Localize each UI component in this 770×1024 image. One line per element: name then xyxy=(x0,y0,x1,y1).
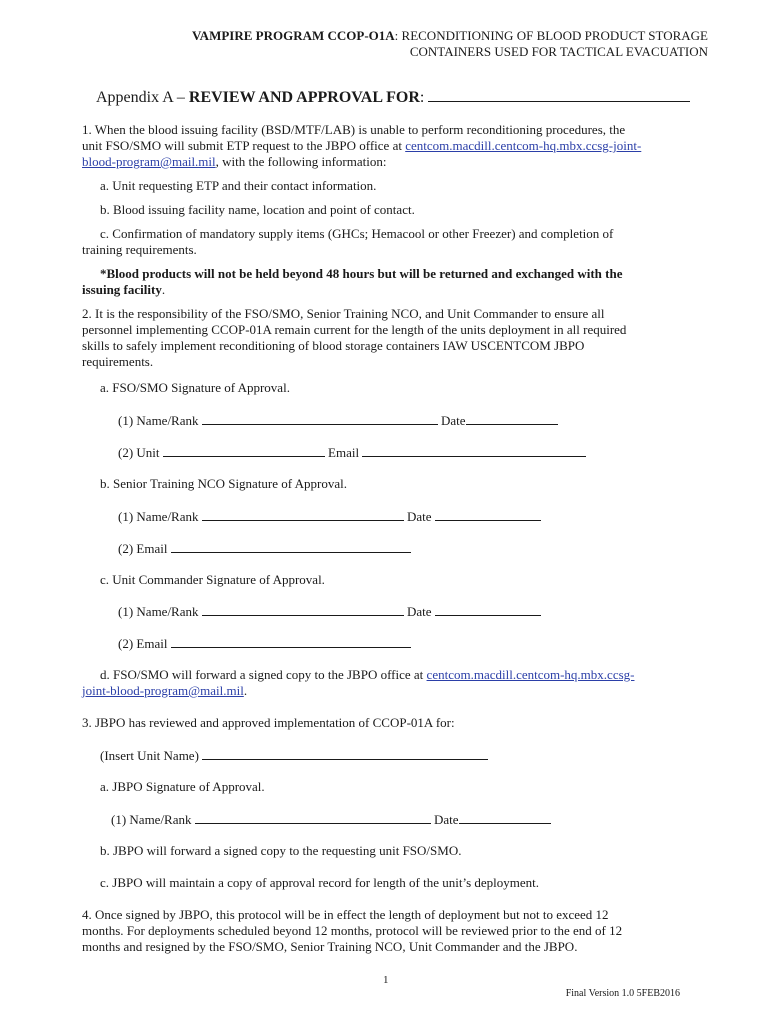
s1-note-line1: *Blood products will not be held beyond 48 hours but will be returned and exchanged with the xyxy=(100,266,623,281)
nco-email-label: (2) Email xyxy=(118,541,171,556)
version-footer: Final Version 1.0 5FEB2016 xyxy=(565,988,680,999)
jbpo-name-rank-label: (1) Name/Rank xyxy=(111,812,195,827)
s1-text-end: , with the following information: xyxy=(215,154,387,169)
s2-d-line2 xyxy=(82,683,694,700)
nco-name-rank-row xyxy=(118,508,541,526)
s2-line3: skills to safely implement reconditioning of blood storage containers IAW USCENTCOM JBPO xyxy=(82,338,585,353)
s2-a-heading: a. FSO/SMO Signature of Approval. xyxy=(100,380,290,395)
cmdr-name-rank-row xyxy=(118,603,541,621)
approval-for-field[interactable] xyxy=(428,89,690,102)
s2-d-line1 xyxy=(100,667,634,684)
header-title-line1: : RECONDITIONING OF BLOOD PRODUCT STORAGE xyxy=(394,28,708,43)
s1-item-c-line1: c. Confirmation of mandatory supply items (GHCs; Hemacool or other Freezer) and completion of xyxy=(100,226,614,241)
s4-line2: months. For deployments scheduled beyond 12 months, protocol will be reviewed prior to the end of 12 xyxy=(82,923,623,938)
unit-name-row xyxy=(100,747,488,765)
fso-email-field[interactable] xyxy=(362,444,586,457)
jbpo-email-link-d-part1[interactable]: centcom.macdill.centcom-hq.mbx.ccsg- xyxy=(426,667,635,682)
s4-line1: 4. Once signed by JBPO, this protocol will be in effect the length of deployment but not to exceed 12 xyxy=(82,907,609,922)
s2-line1: 2. It is the responsibility of the FSO/SMO, Senior Training NCO, and Unit Commander to ensure all xyxy=(82,306,605,321)
unit-name-label: (Insert Unit Name) xyxy=(100,748,203,763)
nco-name-rank-field[interactable] xyxy=(202,508,404,521)
fso-unit-email-row xyxy=(118,444,586,462)
page-number: 1 xyxy=(383,974,389,986)
appendix-heading: REVIEW AND APPROVAL FOR xyxy=(188,89,420,106)
s3-line1: 3. JBPO has reviewed and approved implementation of CCOP-01A for: xyxy=(82,715,455,730)
s1-note-line2 xyxy=(82,282,694,299)
fso-name-rank-row xyxy=(118,412,558,430)
s2-line2: personnel implementing CCOP-01A remain current for the length of the units deployment in all required xyxy=(82,322,627,337)
s1-note-bold: issuing facility xyxy=(82,282,162,297)
jbpo-date-field[interactable] xyxy=(459,811,551,824)
s1-item-b: b. Blood issuing facility name, location and point of contact. xyxy=(100,202,415,217)
fso-name-rank-field[interactable] xyxy=(202,412,438,425)
fso-date-field[interactable] xyxy=(466,412,558,425)
jbpo-email-link-part2[interactable]: blood-program@mail.mil xyxy=(82,154,216,169)
cmdr-date-field[interactable] xyxy=(435,603,541,616)
nco-date-label: Date xyxy=(403,509,435,524)
fso-unit-field[interactable] xyxy=(163,444,325,457)
s1-line2 xyxy=(82,138,694,155)
appendix-colon: : xyxy=(419,89,425,106)
jbpo-date-label: Date xyxy=(430,812,459,827)
cmdr-email-field[interactable] xyxy=(171,635,411,648)
appendix-title xyxy=(96,88,690,108)
s2-c-heading: c. Unit Commander Signature of Approval. xyxy=(100,572,325,587)
s3-b: b. JBPO will forward a signed copy to the requesting unit FSO/SMO. xyxy=(100,843,462,858)
cmdr-email-label: (2) Email xyxy=(118,636,171,651)
s1-line1: 1. When the blood issuing facility (BSD/MTF/LAB) is unable to perform reconditioning procedures, the xyxy=(82,122,626,137)
cmdr-email-row xyxy=(118,635,411,653)
s4-line3: months and resigned by the FSO/SMO, Senior Training NCO, Unit Commander and the JBPO. xyxy=(82,939,578,954)
nco-name-rank-label: (1) Name/Rank xyxy=(118,509,202,524)
nco-email-row xyxy=(118,540,411,558)
s1-text: unit FSO/SMO will submit ETP request to the JBPO office at xyxy=(82,138,406,153)
s2-b-heading: b. Senior Training NCO Signature of Approval. xyxy=(100,476,347,491)
jbpo-name-rank-row xyxy=(111,811,551,829)
s2-line4: requirements. xyxy=(82,354,154,369)
fso-date-label: Date xyxy=(437,413,466,428)
jbpo-name-rank-field[interactable] xyxy=(195,811,431,824)
program-name: VAMPIRE PROGRAM CCOP-O1A xyxy=(191,28,395,43)
s2-d-end: . xyxy=(243,683,248,698)
nco-date-field[interactable] xyxy=(435,508,541,521)
unit-name-field[interactable] xyxy=(202,747,488,760)
appendix-prefix: Appendix A – xyxy=(96,89,189,106)
document-header xyxy=(192,28,708,60)
s1-item-c-line2: training requirements. xyxy=(82,242,197,257)
s1-item-a: a. Unit requesting ETP and their contact information. xyxy=(100,178,377,193)
nco-email-field[interactable] xyxy=(171,540,411,553)
s3-a-heading: a. JBPO Signature of Approval. xyxy=(100,779,265,794)
s2-d-text: d. FSO/SMO will forward a signed copy to the JBPO office at xyxy=(100,667,427,682)
s1-line3 xyxy=(82,154,694,171)
fso-name-rank-label: (1) Name/Rank xyxy=(118,413,202,428)
fso-unit-label: (2) Unit xyxy=(118,445,163,460)
header-title-line2: CONTAINERS USED FOR TACTICAL EVACUATION xyxy=(409,44,708,59)
fso-email-label: Email xyxy=(324,445,363,460)
cmdr-name-rank-field[interactable] xyxy=(202,603,404,616)
cmdr-date-label: Date xyxy=(403,604,435,619)
cmdr-name-rank-label: (1) Name/Rank xyxy=(118,604,202,619)
jbpo-email-link-part1[interactable]: centcom.macdill.centcom-hq.mbx.ccsg-joint- xyxy=(405,138,642,153)
jbpo-email-link-d-part2[interactable]: joint-blood-program@mail.mil xyxy=(82,683,244,698)
s3-c: c. JBPO will maintain a copy of approval record for length of the unit’s deployment. xyxy=(100,875,540,890)
s1-note-end: . xyxy=(161,282,166,297)
